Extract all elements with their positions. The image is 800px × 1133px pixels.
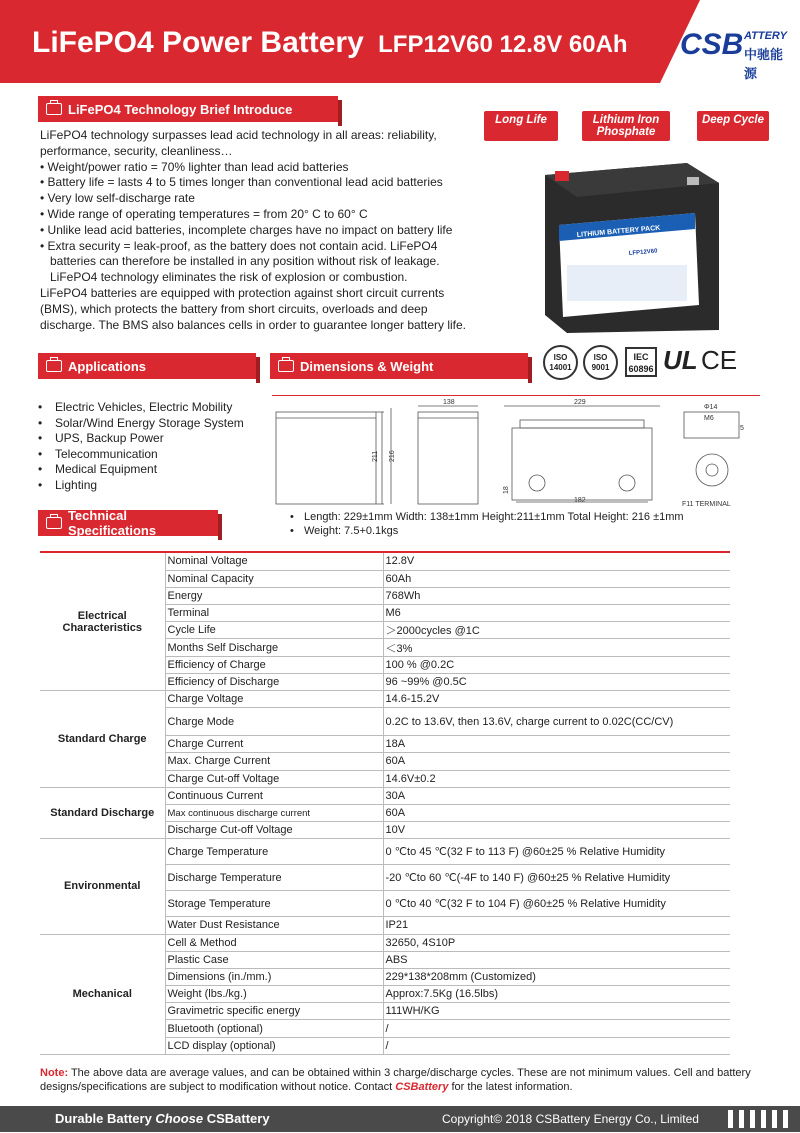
- drawing-label: 182: [574, 497, 586, 504]
- battery-icon: [46, 103, 62, 115]
- divider: [272, 395, 760, 396]
- list-item: • Length: 229±1mm Width: 138±1mm Height:211±1mm Total Height: 216 ±1mm: [290, 510, 684, 524]
- feature-badge-lfp: Lithium Iron Phosphate: [582, 111, 670, 141]
- spec-parameter: Charge Voltage: [165, 691, 383, 708]
- page-title: LiFePO4 Power Battery LFP12V60 12.8V 60Ah: [32, 26, 628, 59]
- feature-badge-long-life: Long Life: [484, 111, 558, 141]
- intro-bullet: • Weight/power ratio = 70% lighter than lead acid batteries: [40, 159, 349, 174]
- spec-parameter: Weight (lbs./kg.): [165, 986, 383, 1003]
- spec-value: 768Wh: [383, 587, 730, 604]
- note: Note: The above data are average values, and can be obtained within 3 charge/discharge cycles. These are not minimum values. Cell and battery designs/specifications are subject to modification without notice. Contact CSBattery for the latest information.: [40, 1067, 751, 1093]
- spec-parameter: Terminal: [165, 605, 383, 622]
- list-item: • Electric Vehicles, Electric Mobility: [38, 400, 244, 416]
- intro-bullet: • Very low self-discharge rate: [40, 191, 195, 206]
- footer-copyright: Copyright© 2018 CSBattery Energy Co., Limited: [442, 1112, 699, 1126]
- spec-value: 30A: [383, 787, 730, 804]
- spec-value: Approx:7.5Kg (16.5lbs): [383, 986, 730, 1003]
- spec-parameter: Charge Mode: [165, 708, 383, 736]
- iec-logo: IEC 60896: [625, 347, 657, 377]
- spec-value: 229*138*208mm (Customized): [383, 968, 730, 985]
- section-intro-heading: LiFePO4 Technology Brief Introduce: [38, 96, 338, 122]
- list-item: • Solar/Wind Energy Storage System: [38, 416, 244, 432]
- page-header: [0, 0, 800, 83]
- spec-parameter: Gravimetric specific energy: [165, 1003, 383, 1020]
- dimension-drawings: [272, 398, 762, 508]
- iso9001-logo: ISO 9001: [583, 345, 618, 380]
- spec-value: 111WH/KG: [383, 1003, 730, 1020]
- spec-value: ＜3%: [383, 639, 730, 656]
- list-item: • Medical Equipment: [38, 462, 244, 478]
- spec-value: 96 ~99% @0.5C: [383, 673, 730, 690]
- spec-parameter: Charge Cut-off Voltage: [165, 770, 383, 787]
- intro-text: LiFePO4 technology surpasses lead acid technology in all areas: reliability, performance, security, cleanliness… • Weight/power ratio = 70% lighter than lead acid batteries • Battery life = lasts 4 to 5 times longer than conventional lead acid batteries • Very low self-discharge rate • Wide range of operating temperatures = from 20° C to 60° C • Unlike lead acid batteries, incomplete charges have no impact on battery life • Extra security = leak-proof, as the battery does not contain acid. LiFePO4 batteries can therefore be installed in any position without risk of leakage. LiFePO4 technology eliminates the risk of explosion or combustion. LiFePO4 batteries are equipped with protection against short circuit currents (BMS), which protects the battery from short circuits, overloads and deep discharge. The BMS also balances cells in order to guarantee longer battery life.: [40, 128, 480, 333]
- table-row: [40, 934, 730, 951]
- drawing-label: Φ14: [704, 404, 718, 411]
- spec-value: 32650, 4S10P: [383, 934, 730, 951]
- spec-parameter: Months Self Discharge: [165, 639, 383, 656]
- spec-parameter: Energy: [165, 587, 383, 604]
- drawing-label: 5: [740, 425, 744, 432]
- model-title: LFP12V60 12.8V 60Ah: [378, 31, 628, 58]
- intro-bullet: • Wide range of operating temperatures = from 20° C to 60° C: [40, 206, 368, 221]
- spec-table: [40, 553, 730, 1055]
- battery-product-image: [537, 155, 722, 335]
- company-logo: CSB ATTERY 中驰能源: [680, 28, 787, 81]
- spec-value: ABS: [383, 951, 730, 968]
- spec-parameter: Charge Temperature: [165, 839, 383, 865]
- spec-parameter: Efficiency of Discharge: [165, 673, 383, 690]
- spec-value: 14.6-15.2V: [383, 691, 730, 708]
- spec-parameter: Max. Charge Current: [165, 753, 383, 770]
- intro-bullet: • Battery life = lasts 4 to 5 times longer than conventional lead acid batteries: [40, 175, 443, 190]
- iso14001-logo: ISO 14001: [543, 345, 578, 380]
- battery-label-title: LITHIUM BATTERY PACK: [576, 224, 661, 239]
- ul-logo: UL: [663, 345, 698, 375]
- battery-label-model: LFP12V60: [628, 248, 658, 257]
- spec-parameter: Plastic Case: [165, 951, 383, 968]
- spec-parameter: Efficiency of Charge: [165, 656, 383, 673]
- applications-list: [38, 400, 244, 493]
- spec-parameter: Bluetooth (optional): [165, 1020, 383, 1037]
- spec-value: 100 % @0.2C: [383, 656, 730, 673]
- list-item: • Telecommunication: [38, 447, 244, 463]
- drawing-label: M6: [704, 415, 714, 422]
- drawing-label: 18: [503, 486, 510, 494]
- spec-parameter: Cycle Life: [165, 622, 383, 639]
- spec-category: Standard Charge: [40, 691, 165, 788]
- spec-parameter: Storage Temperature: [165, 891, 383, 917]
- spec-value: IP21: [383, 917, 730, 934]
- spec-value: 60A: [383, 753, 730, 770]
- spec-parameter: Continuous Current: [165, 787, 383, 804]
- spec-parameter: Discharge Temperature: [165, 865, 383, 891]
- spec-value: 10V: [383, 822, 730, 839]
- table-row: [40, 691, 730, 708]
- feature-badge-deep-cycle: Deep Cycle: [697, 111, 769, 141]
- spec-value: /: [383, 1020, 730, 1037]
- spec-value: -20 ℃to 60 ℃(-4F to 140 F) @60±25 % Relative Humidity: [383, 865, 730, 891]
- spec-category: Electrical Characteristics: [40, 553, 165, 691]
- drawing-label: 229: [574, 399, 586, 406]
- section-dimensions-heading: Dimensions & Weight: [270, 353, 528, 379]
- spec-value: 14.6V±0.2: [383, 770, 730, 787]
- spec-value: 60A: [383, 804, 730, 821]
- list-item: • Lighting: [38, 478, 244, 494]
- spec-parameter: Max continuous discharge current: [165, 804, 383, 821]
- drawing-label: 216: [389, 450, 396, 462]
- spec-parameter: Nominal Voltage: [165, 553, 383, 570]
- footer-bars: [728, 1110, 794, 1128]
- list-item: • UPS, Backup Power: [38, 431, 244, 447]
- drawing-label: 138: [443, 399, 455, 406]
- table-row: [40, 839, 730, 865]
- drawing-label: 211: [372, 450, 379, 462]
- page-footer: [0, 1106, 800, 1132]
- ce-logo: CE: [701, 345, 738, 375]
- table-row: [40, 553, 730, 570]
- spec-category: Environmental: [40, 839, 165, 934]
- spec-value: 0 ℃to 40 ℃(32 F to 104 F) @60±25 % Relative Humidity: [383, 891, 730, 917]
- intro-bullet: • Extra security = leak-proof, as the battery does not contain acid. LiFePO4 batteries can therefore be installed in any position without risk of leakage. LiFePO4 technology eliminates the risk of explosion or combustion.: [40, 238, 440, 285]
- spec-parameter: Charge Current: [165, 736, 383, 753]
- spec-parameter: Cell & Method: [165, 934, 383, 951]
- spec-value: 12.8V: [383, 553, 730, 570]
- section-specs-heading: Technical Specifications: [38, 510, 218, 536]
- spec-parameter: Water Dust Resistance: [165, 917, 383, 934]
- spec-value: 18A: [383, 736, 730, 753]
- spec-value: 0.2C to 13.6V, then 13.6V, charge current to 0.02C(CC/CV): [383, 708, 730, 736]
- battery-icon: [46, 517, 62, 529]
- spec-parameter: Dimensions (in./mm.): [165, 968, 383, 985]
- header-banner: [0, 0, 660, 83]
- section-applications-heading: Applications: [38, 353, 256, 379]
- spec-parameter: LCD display (optional): [165, 1037, 383, 1054]
- dimensions-list: [290, 510, 684, 538]
- spec-parameter: Nominal Capacity: [165, 570, 383, 587]
- spec-category: Standard Discharge: [40, 787, 165, 839]
- spec-parameter: Discharge Cut-off Voltage: [165, 822, 383, 839]
- footer-slogan: Durable Battery Choose CSBattery: [55, 1111, 270, 1126]
- intro-bullet: • Unlike lead acid batteries, incomplete charges have no impact on battery life: [40, 222, 453, 237]
- spec-category: Mechanical: [40, 934, 165, 1054]
- spec-value: M6: [383, 605, 730, 622]
- battery-icon: [278, 360, 294, 372]
- battery-icon: [46, 360, 62, 372]
- list-item: • Weight: 7.5+0.1kgs: [290, 524, 684, 538]
- table-row: [40, 787, 730, 804]
- spec-value: 60Ah: [383, 570, 730, 587]
- terminal-label: F11 TERMINAL: [682, 501, 731, 508]
- spec-value: /: [383, 1037, 730, 1054]
- spec-value: ＞2000cycles @1C: [383, 622, 730, 639]
- spec-value: 0 ℃to 45 ℃(32 F to 113 F) @60±25 % Relative Humidity: [383, 839, 730, 865]
- certification-logos: [543, 345, 743, 380]
